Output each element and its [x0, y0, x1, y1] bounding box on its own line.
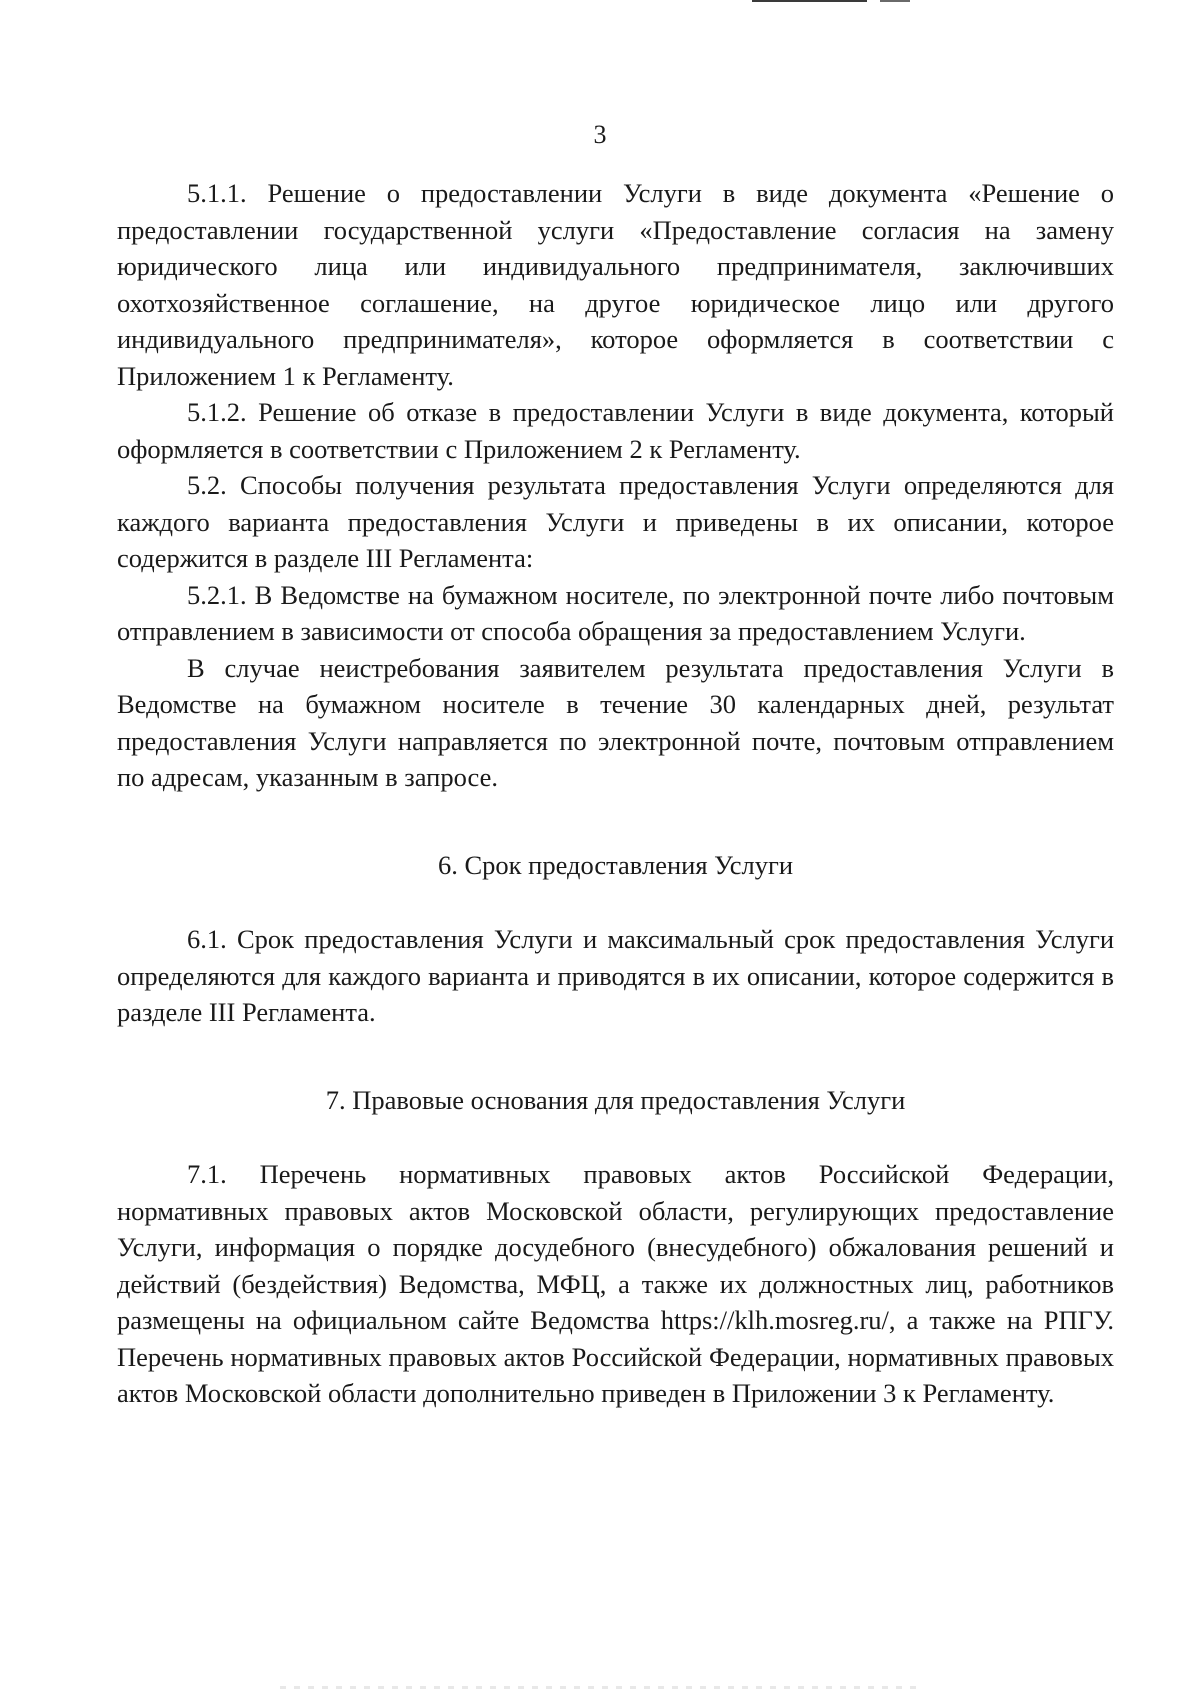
paragraph-5-2: 5.2. Способы получения результата предоставления Услуги определяются для каждого варианта предоставления Услуги и приведены в их описании, которое содержится в разделе III Регламента: — [117, 470, 1114, 573]
paragraph-5-1-1: 5.1.1. Решение о предоставлении Услуги в виде документа «Решение о предоставлении государственной услуги «Предоставление согласия на замену юридического лица или индивидуального предпринимателя, заключивших охотхозяйственное соглашение, на другое юридическое лицо или другого индивидуального предпринимателя», которое оформляется в соответствии с Приложением 1 к Регламенту. — [117, 178, 1114, 391]
section-heading-7: 7. Правовые основания для предоставления Услуги — [325, 1084, 906, 1115]
top-edge-dash — [880, 0, 910, 2]
paragraph-5-2-1-continuation: В случае неистребования заявителем результата предоставления Услуги в Ведомстве на бумажном носителе в течение 30 календарных дней, результат предоставления Услуги направляется по электронной почте, почтовым отправлением по адресам, указанным в запросе. — [117, 652, 1114, 792]
document-body — [117, 175, 1114, 1412]
top-edge-line — [752, 0, 867, 2]
paragraph-5-1-2: 5.1.2. Решение об отказе в предоставлении Услуги в виде документа, который оформляется в соответствии с Приложением 2 к Регламенту. — [117, 397, 1114, 464]
page-number: 3 — [593, 120, 607, 149]
paragraph-5-2-1: 5.2.1. В Ведомстве на бумажном носителе, по электронной почте либо почтовым отправлением в зависимости от способа обращения за предоставлением Услуги. — [117, 579, 1114, 646]
section-heading-6: 6. Срок предоставления Услуги — [437, 849, 794, 880]
paragraph-6-1: 6.1. Срок предоставления Услуги и максимальный срок предоставления Услуги определяются для каждого варианта и приводятся в их описании, которое содержится в разделе III Регламента. — [117, 924, 1114, 1027]
paragraph-7-1: 7.1. Перечень нормативных правовых актов Российской Федерации, нормативных правовых актов Московской области, регулирующих предоставление Услуги, информация о порядке досудебного (внесудебного) обжалования решений и действий (бездействия) Ведомства, МФЦ, а также их должностных лиц, работников размещены на официальном сайте Ведомства https://klh.mosreg.ru/, а также на РПГУ. Перечень нормативных правовых актов Российской Федерации, нормативных правовых актов Московской области дополнительно приведен в Приложении 3 к Регламенту. — [117, 1159, 1114, 1408]
